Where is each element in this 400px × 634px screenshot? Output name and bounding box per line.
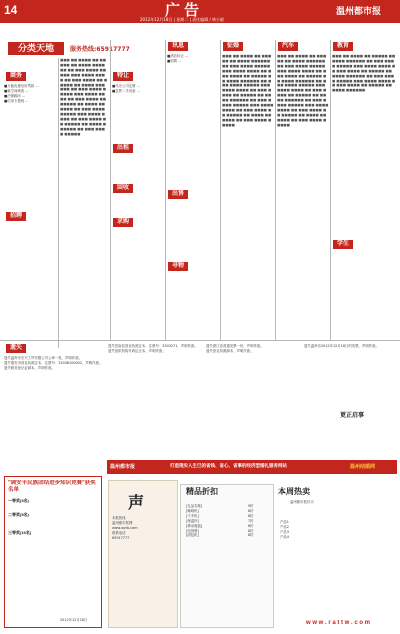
ad-banner-text: 打造现实人生已的省钱、省心、省事的经济型婚礼服务网站 — [170, 463, 287, 468]
discount: 8折 — [248, 528, 254, 533]
notice: 遗失营业执照副本，声明作废。 — [206, 348, 254, 353]
column-rule — [58, 58, 59, 348]
hot-sale-subtitle: 温州都市报好买 — [290, 500, 314, 504]
product-row: [咖啡机] — [186, 508, 199, 513]
classified-item: ■万能优惠信用贷款 ... — [4, 84, 39, 88]
product-discounts — [248, 504, 272, 538]
product-row: [礼品名称] — [186, 504, 203, 508]
discount: 8折 — [248, 508, 254, 513]
prize-3: 三等奖(15名) — [8, 530, 32, 535]
section-divider — [0, 340, 400, 341]
category-征婚: 征婚 — [223, 42, 243, 51]
notice: 遗失苍南县营业执照正本，注册号：3303271，声明作废。 — [108, 344, 198, 348]
correction-notice-title: 更正启事 — [340, 413, 365, 419]
column-rule — [330, 40, 331, 340]
classified-item: ■招聘 ... — [167, 58, 182, 63]
product-row: [干手机] — [186, 513, 199, 518]
classified-item: ■法律顾问 ... — [4, 93, 26, 98]
hot-item: 产品1 — [280, 520, 289, 524]
service-hotline — [70, 44, 130, 53]
lost-notices-left — [4, 356, 104, 476]
category-招聘: 招聘 — [6, 212, 26, 221]
classified-item: ■新空间调查 ... — [4, 88, 29, 93]
category-汽车: 汽车 — [278, 42, 298, 51]
newspaper-brand: 温州都市报 — [336, 6, 382, 16]
lost-notices-right — [206, 344, 300, 454]
notice: 遗失温州市宏兴工贸有限公司公章一枚，声明作废。 — [4, 356, 82, 360]
voice-line: 65917777 — [112, 535, 130, 540]
campaign-date: 2012年12月18日 — [60, 618, 88, 622]
discount: 9折 — [248, 504, 254, 508]
voice-line: www.wzrb.com — [112, 525, 138, 530]
column-rule — [220, 40, 221, 340]
category-寻物: 寻物 — [168, 262, 188, 271]
notice: 遗失税务登记证副本，声明作废。 — [4, 365, 55, 370]
product-row: [电饭煲] — [186, 528, 199, 533]
classified-title: 分类天地 — [8, 42, 64, 55]
category-回收: 回收 — [113, 184, 133, 193]
voice-line: 联系电话 — [112, 530, 126, 535]
category-遗失: 遗失 — [6, 344, 26, 353]
small-print-column: ■■■ ■■ ■■■■ ■■ ■■■■■ ■■ ■■■■ ■■■■■■ ■■ ■■■ ■■■■ ■■■■■ ■■■ ■■■■ ■■■■ ■■ ■■■ ■■■■ ■■ ■■■■■ ■■ ■■■■ ■■■■■■ ■■ ■■■ ■■■■ ■■■■■ ■■■ ■■■■ ■■■■ ■■ ■■■ ■■■■ ■■ ■■■■■ ■■ ■■■■ ■■■■■■ ■■ ■■■ ■■■■ ■■■■■ ■■■ ■■■■ ■■■■ ■■ ■■■ ■■■■ ■■ ■■■■■ ■■ ■■■■ ■■■■■■ ■■ ■■■ ■■■■ ■■■■■ — [222, 54, 274, 127]
footer-url[interactable]: w w w . r a t t w . c o m — [306, 620, 371, 626]
ad-banner-right: 温州结婚网 — [350, 464, 376, 470]
page-number: 14 — [4, 3, 18, 17]
voice-line: 温州都市报网 — [112, 520, 133, 525]
category-讯息: 讯息 — [168, 42, 188, 51]
prize-1: 一等奖(3名) — [8, 498, 29, 503]
product-row: [面包机] — [186, 533, 199, 538]
lost-notice-far-right: 遗失温州市2012年12月18日的发票，声明作废。 — [304, 344, 379, 348]
product-row: [移动硬盘] — [186, 523, 203, 528]
notice: 遗失组织机构代码证正本，声明作废。 — [108, 348, 166, 353]
notice: 遗失瑞安市营业执照正本，注册号：33038100002，声明作废。 — [4, 360, 103, 365]
category-出售: 出售 — [168, 190, 188, 199]
category-学生: 学生 — [333, 240, 353, 249]
hot-item: 产品4 — [280, 534, 289, 539]
ad-banner-left: 温州都市报 — [110, 464, 136, 470]
prize-2: 二等奖(5名) — [8, 512, 29, 517]
column-rule — [110, 40, 111, 340]
campaign-title: "调安丰民族团结进步知识竞赛"获奖名单 — [8, 480, 96, 493]
header-date: 2012年12月18日 | 星期二 | 责任编辑 / 林小毅 — [140, 17, 225, 22]
discount: 8折 — [248, 533, 254, 538]
category-商务: 商务 — [6, 72, 26, 81]
hot-item: 产品3 — [280, 529, 289, 534]
section-title: 广告 — [165, 3, 204, 19]
category-特让: 特让 — [113, 72, 133, 81]
column-rule — [275, 40, 276, 340]
small-print-column: ■■■ ■■ ■■■■ ■■ ■■■■■ ■■ ■■■■ ■■■■■■ ■■ ■■■ ■■■■ ■■■■■ ■■■ ■■■■ ■■■■ ■■ ■■■ ■■■■ ■■ ■■■■■ ■■ ■■■■ ■■■■■■ ■■ ■■■ ■■■■ ■■■■■ ■■■ ■■■■ ■■■■ ■■ ■■■ ■■■■ ■■ ■■■■■ ■■ ■■■■ ■■■■■■ ■■ ■■■ ■■■■ ■■■■■ ■■■ ■■■■ ■■■■ ■■ ■■■ ■■■■ ■■ ■■■■■ ■■ ■■■■ ■■■■■■ ■■ ■■■ ■■■■ ■■■■■ — [277, 54, 329, 127]
small-print-column: ■■■ ■■ ■■■■ ■■ ■■■■■ ■■ ■■■■ ■■■■■■ ■■ ■■■ ■■■■ ■■■■■ ■■■ ■■■■ ■■■■ ■■ ■■■ ■■■■ ■■ ■■■■■ ■■ ■■■■ ■■■■■■ ■■ ■■■ ■■■■ ■■■■■ ■■■ ■■■■ ■■■■ ■■ ■■■ ■■■■ ■■ ■■■■■ ■■ ■■■■ ■■■■■■ — [332, 54, 396, 93]
hot-item: 产品2 — [280, 524, 289, 529]
column-rule — [165, 40, 166, 340]
category-教育: 教育 — [333, 42, 353, 51]
voice-line: 本报热线 — [112, 516, 126, 520]
hot-sale-list — [280, 520, 396, 540]
classified-item: ■代办公司注册 ... — [112, 84, 140, 88]
notice: 遗失浙江省普通发票一份，声明作废。 — [206, 344, 264, 348]
hotline-label: 服务热线: — [70, 46, 97, 53]
classified-items — [167, 54, 219, 184]
hot-sale-title: 本周热卖 — [278, 487, 310, 496]
category-求购: 求购 — [113, 218, 133, 227]
classified-item: ■酒店转让 ... — [167, 54, 189, 58]
classified-item: ■急售二手设备 ... — [112, 88, 140, 93]
product-row: [保温杯] — [186, 518, 199, 523]
lost-notices-mid — [108, 344, 204, 454]
product-list — [186, 504, 246, 538]
category-出租: 出租 — [113, 144, 133, 153]
classified-items — [4, 84, 56, 208]
classified-item: ■信用卡提现 ... — [4, 98, 29, 103]
voice-text — [112, 516, 174, 541]
products-title: 精品折扣 — [186, 487, 218, 496]
discount: 7折 — [248, 518, 254, 523]
discount: 8折 — [248, 513, 254, 518]
voice-title: 声 — [128, 495, 145, 512]
classified-items — [112, 84, 164, 140]
discount: 6折 — [248, 523, 254, 528]
small-print-column: ■■■ ■■ ■■■■ ■■ ■■■■■ ■■ ■■■■ ■■■■■■ ■■ ■■■ ■■■■ ■■■■■ ■■■ ■■■■ ■■■■ ■■ ■■■ ■■■■ ■■ ■■■■■ ■■ ■■■■ ■■■■■■ ■■ ■■■ ■■■■ ■■■■■ ■■■ ■■■■ ■■■■ ■■ ■■■ ■■■■ ■■ ■■■■■ ■■ ■■■■ ■■■■■■ ■■ ■■■ ■■■■ ■■■■■ ■■■ ■■■■ ■■■■ ■■ ■■■ ■■■■ ■■ ■■■■■ ■■ ■■■■ ■■■■■■ ■■ ■■■ ■■■■ ■■■■■ — [60, 58, 108, 136]
hotline-number: 65917777 — [96, 46, 130, 53]
